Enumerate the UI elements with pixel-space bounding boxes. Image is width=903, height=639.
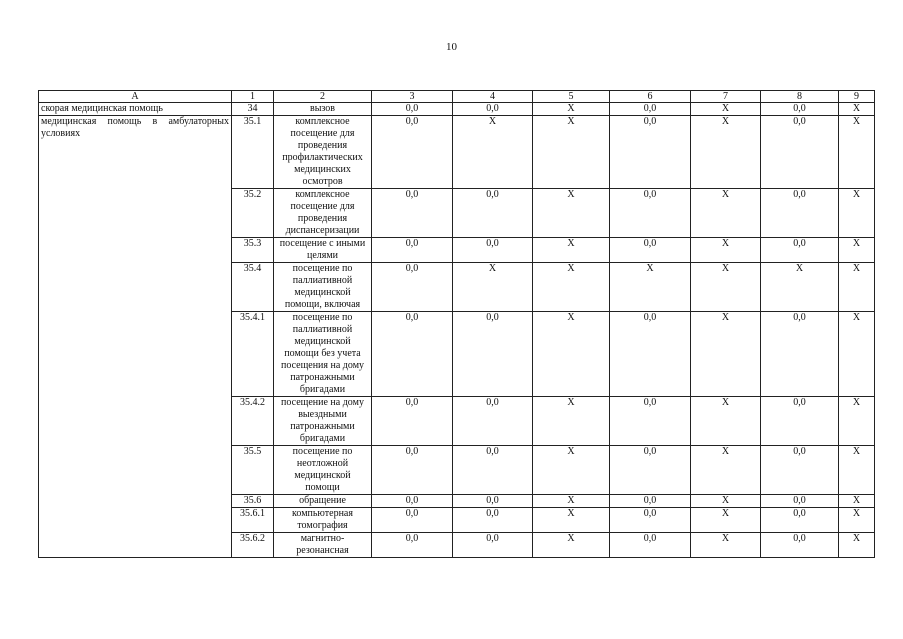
value-cell: 0,0 — [453, 189, 533, 238]
value-cell: X — [691, 263, 761, 312]
unit-cell: посещение на дому выездными патронажными бригадами — [274, 397, 372, 446]
value-cell: 0,0 — [453, 397, 533, 446]
value-cell: X — [533, 103, 610, 116]
value-cell: X — [533, 189, 610, 238]
value-cell: X — [533, 312, 610, 397]
value-cell: X — [691, 508, 761, 533]
unit-cell: комплексное посещение для проведения диспансеризации — [274, 189, 372, 238]
table-row — [39, 116, 875, 189]
header-row — [39, 91, 875, 103]
value-cell: X — [533, 446, 610, 495]
value-cell: X — [839, 495, 875, 508]
value-cell: 0,0 — [372, 312, 453, 397]
value-cell: 0,0 — [761, 533, 839, 558]
value-cell: 0,0 — [761, 189, 839, 238]
value-cell: 0,0 — [453, 312, 533, 397]
value-cell: X — [533, 495, 610, 508]
value-cell: X — [691, 103, 761, 116]
value-cell: X — [691, 446, 761, 495]
value-cell: 0,0 — [372, 533, 453, 558]
value-cell: 0,0 — [761, 312, 839, 397]
value-cell: 0,0 — [610, 103, 691, 116]
header-cell: 1 — [232, 91, 274, 103]
value-cell: 0,0 — [372, 116, 453, 189]
value-cell: 0,0 — [610, 533, 691, 558]
row-code-cell: 35.6.1 — [232, 508, 274, 533]
value-cell: X — [533, 263, 610, 312]
row-code-cell: 34 — [232, 103, 274, 116]
value-cell: X — [839, 238, 875, 263]
page-number: 10 — [446, 41, 457, 53]
care-type-cell: скорая медицинская помощь — [39, 103, 232, 116]
unit-cell: посещение с иными целями — [274, 238, 372, 263]
value-cell: 0,0 — [453, 238, 533, 263]
value-cell: 0,0 — [453, 495, 533, 508]
value-cell: 0,0 — [372, 103, 453, 116]
value-cell: 0,0 — [610, 116, 691, 189]
value-cell: X — [839, 508, 875, 533]
value-cell: 0,0 — [610, 446, 691, 495]
unit-cell: магнитно-резонансная — [274, 533, 372, 558]
care-type-cell: медицинская помощь в амбулаторных условиях — [39, 116, 232, 558]
value-cell: 0,0 — [761, 116, 839, 189]
row-code-cell: 35.2 — [232, 189, 274, 238]
value-cell: 0,0 — [372, 446, 453, 495]
table-body — [39, 91, 875, 558]
value-cell: X — [453, 263, 533, 312]
value-cell: 0,0 — [610, 189, 691, 238]
header-cell: 3 — [372, 91, 453, 103]
table-row — [39, 103, 875, 116]
row-code-cell: 35.1 — [232, 116, 274, 189]
value-cell: X — [839, 312, 875, 397]
row-code-cell: 35.6.2 — [232, 533, 274, 558]
unit-cell: посещение по неотложной медицинской помощи — [274, 446, 372, 495]
row-code-cell: 35.5 — [232, 446, 274, 495]
header-cell: 9 — [839, 91, 875, 103]
value-cell: X — [691, 116, 761, 189]
value-cell: X — [610, 263, 691, 312]
value-cell: X — [839, 103, 875, 116]
header-cell: 8 — [761, 91, 839, 103]
data-table — [38, 90, 875, 558]
value-cell: 0,0 — [453, 533, 533, 558]
value-cell: X — [691, 495, 761, 508]
header-cell: А — [39, 91, 232, 103]
value-cell: X — [839, 397, 875, 446]
value-cell: 0,0 — [372, 238, 453, 263]
unit-cell: посещение по паллиативной медицинской помощи, включая — [274, 263, 372, 312]
row-code-cell: 35.3 — [232, 238, 274, 263]
value-cell: X — [533, 508, 610, 533]
value-cell: 0,0 — [761, 103, 839, 116]
value-cell: X — [761, 263, 839, 312]
value-cell: X — [691, 189, 761, 238]
value-cell: X — [533, 533, 610, 558]
value-cell: 0,0 — [610, 508, 691, 533]
value-cell: 0,0 — [761, 397, 839, 446]
value-cell: 0,0 — [372, 263, 453, 312]
value-cell: X — [691, 397, 761, 446]
value-cell: X — [691, 238, 761, 263]
unit-cell: обращение — [274, 495, 372, 508]
value-cell: 0,0 — [761, 446, 839, 495]
value-cell: X — [691, 533, 761, 558]
row-code-cell: 35.4.1 — [232, 312, 274, 397]
header-cell: 4 — [453, 91, 533, 103]
unit-cell: посещение по паллиативной медицинской помощи без учета посещения на дому патронажными бригадами — [274, 312, 372, 397]
value-cell: 0,0 — [610, 238, 691, 263]
value-cell: 0,0 — [453, 103, 533, 116]
value-cell: X — [533, 238, 610, 263]
header-cell: 5 — [533, 91, 610, 103]
value-cell: 0,0 — [610, 312, 691, 397]
value-cell: 0,0 — [372, 508, 453, 533]
row-code-cell: 35.4.2 — [232, 397, 274, 446]
value-cell: X — [691, 312, 761, 397]
row-code-cell: 35.4 — [232, 263, 274, 312]
value-cell: X — [839, 263, 875, 312]
unit-cell: вызов — [274, 103, 372, 116]
value-cell: 0,0 — [610, 397, 691, 446]
value-cell: 0,0 — [761, 495, 839, 508]
value-cell: 0,0 — [610, 495, 691, 508]
unit-cell: комплексное посещение для проведения профилактических медицинских осмотров — [274, 116, 372, 189]
header-cell: 7 — [691, 91, 761, 103]
value-cell: 0,0 — [372, 495, 453, 508]
value-cell: X — [839, 446, 875, 495]
value-cell: 0,0 — [372, 397, 453, 446]
value-cell: X — [533, 116, 610, 189]
value-cell: 0,0 — [761, 508, 839, 533]
value-cell: 0,0 — [761, 238, 839, 263]
value-cell: X — [839, 533, 875, 558]
value-cell: X — [839, 116, 875, 189]
value-cell: 0,0 — [453, 508, 533, 533]
value-cell: X — [453, 116, 533, 189]
row-code-cell: 35.6 — [232, 495, 274, 508]
header-cell: 2 — [274, 91, 372, 103]
value-cell: 0,0 — [453, 446, 533, 495]
header-cell: 6 — [610, 91, 691, 103]
value-cell: 0,0 — [372, 189, 453, 238]
value-cell: X — [839, 189, 875, 238]
value-cell: X — [533, 397, 610, 446]
unit-cell: компьютерная томография — [274, 508, 372, 533]
